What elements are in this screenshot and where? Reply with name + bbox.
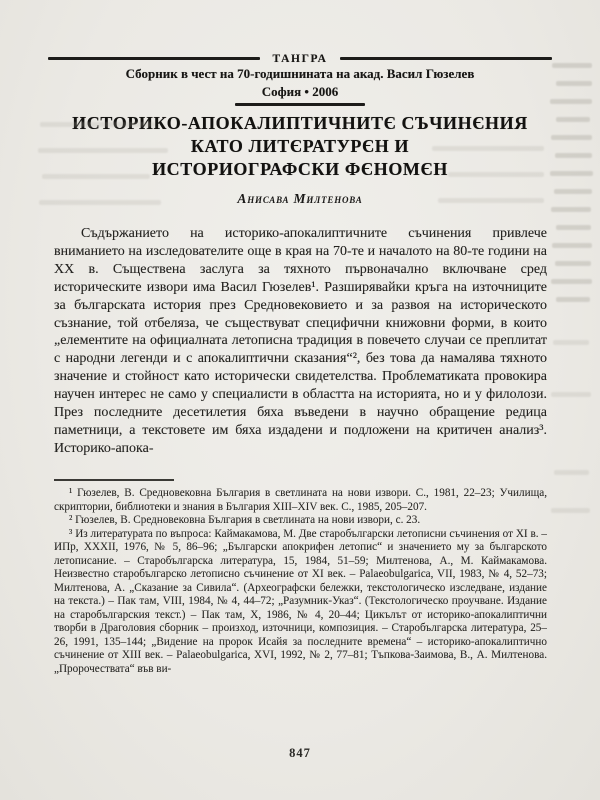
bleed-through-mark	[554, 189, 592, 194]
bleed-through-mark	[551, 392, 591, 397]
bleed-through-mark	[432, 146, 544, 151]
page-number: 847	[289, 746, 311, 760]
footnote-separator	[54, 479, 174, 481]
city-year: София • 2006	[261, 84, 339, 99]
bleed-through-mark	[551, 508, 590, 513]
volume-subtitle: Сборник в чест на 70-годишнината на акад. Васил Гюзелев	[125, 66, 475, 81]
bleed-through-mark	[551, 207, 591, 212]
footnotes-block	[54, 487, 547, 719]
article-body	[54, 225, 547, 479]
footnote: ³ Из литературата по въпроса: Каймакамова, М. Две старобългарски летописни съчинения от XI в. – ИПр, XXXII, 1976, № 5, 86–96; „Български апокрифен летопис“ и значението му за българското летописание. – Старобългарска литература, 15, 1984, 51–59; Милтенова, А., М. Каймакамова. Неизвестно старобългарско летописно съчинение от XI век. – Palaeobulgarica, VII, 1983, № 4, 52–73; Милтенова, А. „Сказание за Сивила“. (Археографски бележки, текстологическо изследване, издание на текста.) – Пак там, VIII, 1984, № 4, 44–72; „Разумник-Указ“. (Текстологическо проучване. Издание на старобългарския текст.) – Пак там, X, 1986, № 4, 20–44; Цикълът от историко-апокалиптични творби в Драголовия сборник – произход, източници, композиция. – Старобългарска литература, 25–26, 1991, 135–144; „Видение на пророк Исайя за последните времена“ – историко-апокалиптично съчинение от XIII век. – Palaeobulgarica, XVI, 1992, № 2, 77–81; Тъпкова-Заимова, В., А. Милтенова. „Пророчествата“ във ви-	[54, 527, 547, 675]
bleed-through-mark	[553, 340, 589, 345]
city-year-underline	[235, 103, 365, 106]
article-title-line: ИСТОРИОГРАФСКИ ФЄНОМЄН	[152, 159, 448, 179]
bleed-through-mark	[550, 171, 593, 176]
footnote: ¹ Гюзелев, В. Средновековна България в светлината на нови извори. С., 1981, 22–23; Училища, скриптории, библиотеки и знания в България XIII–XIV век. С., 1985, 205–207.	[54, 487, 547, 513]
bleed-through-mark	[556, 81, 592, 86]
series-title: ТАНГРА	[272, 52, 328, 65]
bleed-through-mark	[40, 122, 155, 127]
bleed-through-mark	[552, 63, 592, 68]
bleed-through-mark	[554, 470, 589, 475]
bleed-through-mark	[38, 148, 168, 153]
series-header	[48, 51, 552, 66]
header-rule-left	[48, 57, 260, 59]
bleed-through-mark	[39, 200, 161, 205]
header-rule-right	[340, 57, 552, 59]
bleed-through-mark	[556, 225, 591, 230]
bleed-through-mark	[551, 279, 592, 284]
bleed-through-mark	[448, 172, 544, 177]
bleed-through-mark	[556, 297, 590, 302]
article-title-line: КАТО ЛИТЄРАТУРЄН И	[190, 136, 410, 156]
bleed-through-mark	[552, 243, 592, 248]
body-paragraph: Съдържанието на историко-апокалиптичните съчинения привлече вниманието на изследователите още в края на 70-те и началото на 80-те години на ХХ в. Съществена заслуга за тяхното първоначално включване сред историческите извори има Васил Гюзелев¹. Разширявайки кръга на източниците за българската история през Средновековието и за развоя на историческото съзнание, той отбеляза, че съществуват специфични книжовни форми, в които „елементите на официалната летописна традиция в повечето случаи се преплитат с народни легенди и с апокалиптични сказания“², без това да намалява тяхното значение и стойност като исторически свидетелства. Проблематиката провокира научен интерес не само у специалисти в областта на историята, но и у филолози. През последните десетилетия бяха въведени в научно обращение редица паметници, а текстовете им бяха издадени и подложени на критичен анализ³. Историко-апока-	[54, 226, 547, 456]
bleed-through-mark	[555, 261, 591, 266]
bleed-through-mark	[556, 117, 590, 122]
bleed-through-mark	[551, 135, 592, 140]
bleed-through-mark	[550, 99, 592, 104]
bleed-through-mark	[438, 198, 544, 203]
article-title-line: ИСТОРИКО-АПОКАЛИПТИЧНИТЄ СЪЧИНЄНИЯ	[72, 113, 528, 133]
bleed-through-mark	[42, 174, 150, 179]
bleed-through-mark	[555, 153, 592, 158]
article-author: Анисава Милтенова	[237, 191, 363, 206]
footnote: ² Гюзелев, В. Средновековна България в светлината на нови извори, с. 23.	[69, 514, 421, 526]
